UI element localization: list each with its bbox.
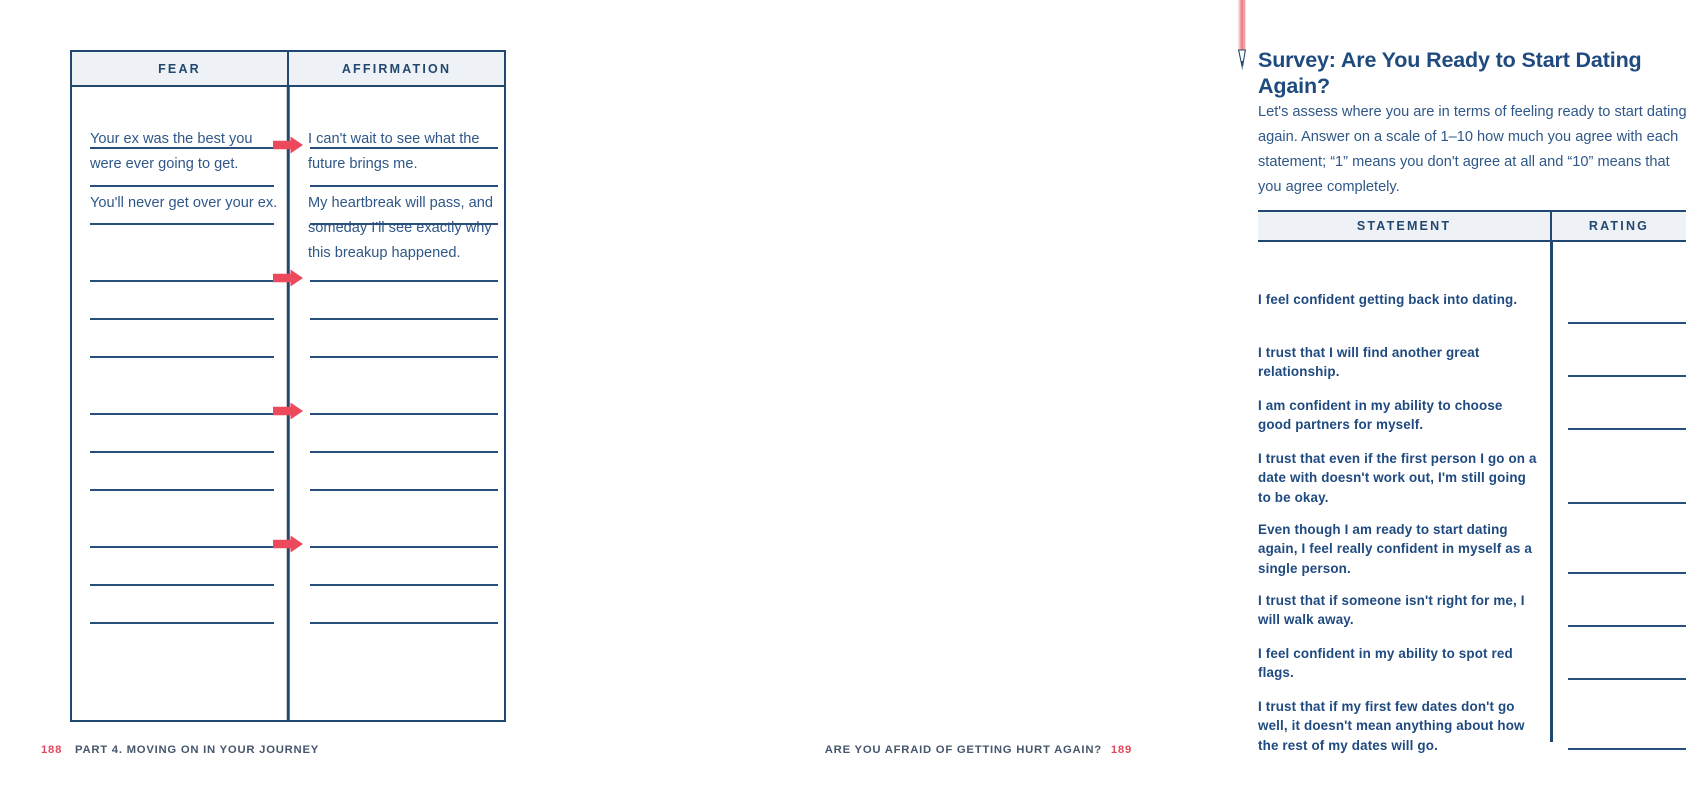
rating-input-line[interactable] <box>1568 428 1686 430</box>
rating-input-line[interactable] <box>1568 375 1686 377</box>
pencil-icon <box>1231 0 1253 76</box>
writing-line[interactable] <box>310 489 498 491</box>
example-affirmation-1: I can't wait to see what the future brings me. <box>308 131 480 172</box>
rating-input-line[interactable] <box>1568 625 1686 627</box>
survey-statement: I feel confident getting back into dating. <box>1258 292 1518 307</box>
writing-line[interactable] <box>90 546 274 548</box>
writing-line[interactable] <box>90 622 274 624</box>
fear-affirmation-table <box>70 50 506 722</box>
arrow-right-icon <box>273 536 303 553</box>
survey-statement: I trust that even if the first person I go on a date with doesn't work out, I'm still going to be okay. <box>1258 451 1537 505</box>
left-page <box>0 0 586 800</box>
writing-line[interactable] <box>310 147 498 149</box>
survey-table <box>1258 210 1686 753</box>
writing-line[interactable] <box>310 546 498 548</box>
survey-statement: I trust that if someone isn't right for me, I will walk away. <box>1258 593 1525 628</box>
survey-statement: I am confident in my ability to choose good partners for myself. <box>1258 398 1503 433</box>
rating-input-line[interactable] <box>1568 502 1686 504</box>
writing-line[interactable] <box>310 318 498 320</box>
survey-body <box>1258 242 1686 753</box>
survey-column-divider <box>1550 242 1553 742</box>
arrow-right-icon <box>273 137 303 154</box>
writing-line[interactable] <box>90 147 274 149</box>
footer-left <box>41 744 319 756</box>
example-fear-2: You'll never get over your ex. <box>90 195 278 211</box>
writing-line[interactable] <box>90 413 274 415</box>
writing-line[interactable] <box>310 584 498 586</box>
table-body <box>72 87 504 721</box>
writing-line[interactable] <box>310 185 498 187</box>
page-title: Survey: Are You Ready to Start Dating Again? <box>1258 48 1642 98</box>
writing-line[interactable] <box>90 318 274 320</box>
column-header-rating: RATING <box>1588 219 1650 233</box>
fear-column <box>72 87 288 721</box>
column-header-fear: FEAR <box>72 52 289 85</box>
writing-line[interactable] <box>90 356 274 358</box>
right-page <box>586 0 1687 800</box>
writing-line[interactable] <box>90 489 274 491</box>
writing-line[interactable] <box>90 280 274 282</box>
writing-line[interactable] <box>310 413 498 415</box>
footer-right <box>825 744 1132 756</box>
arrow-right-icon <box>273 270 303 287</box>
writing-line[interactable] <box>310 223 498 225</box>
writing-line[interactable] <box>90 223 274 225</box>
writing-line[interactable] <box>310 451 498 453</box>
survey-statement: Even though I am ready to start dating again, I feel really confident in myself as a single person. <box>1258 522 1532 576</box>
table-header-row <box>72 52 504 87</box>
page-number-left: 188 <box>41 744 63 756</box>
rating-input-line[interactable] <box>1568 572 1686 574</box>
arrow-right-icon <box>273 403 303 420</box>
writing-line[interactable] <box>310 622 498 624</box>
footer-section-label: MOVING ON IN YOUR JOURNEY <box>122 744 320 756</box>
rating-input-line[interactable] <box>1568 678 1686 680</box>
affirmation-column <box>288 87 504 721</box>
example-fear-1: Your ex was the best you were ever going to get. <box>90 131 253 172</box>
survey-header-row <box>1258 210 1686 242</box>
column-header-statement: STATEMENT <box>1258 212 1552 240</box>
page-number-right: 189 <box>1110 744 1132 756</box>
writing-line[interactable] <box>90 185 274 187</box>
writing-line[interactable] <box>90 451 274 453</box>
column-header-affirmation: AFFIRMATION <box>341 61 452 76</box>
footer-part-label: PART 4. <box>75 744 123 756</box>
survey-statement: I trust that I will find another great relationship. <box>1258 345 1480 380</box>
writing-line[interactable] <box>310 356 498 358</box>
survey-statement: I feel confident in my ability to spot red flags. <box>1258 646 1513 681</box>
intro-paragraph: Let's assess where you are in terms of feeling ready to start dating again. Answer on a scale of 1–10 how much you agree with each statement; “1” means you don't agree at all and “10” means that you agree completely. <box>1258 104 1687 195</box>
rating-input-line[interactable] <box>1568 322 1686 324</box>
writing-line[interactable] <box>90 584 274 586</box>
survey-statement: I trust that if my first few dates don't go well, it doesn't mean anything about how the rest of my dates will go. <box>1258 699 1525 753</box>
example-affirmation-2: My heartbreak will pass, and someday I'll see exactly why this breakup happened. <box>308 195 493 261</box>
writing-line[interactable] <box>310 280 498 282</box>
footer-chapter-label: ARE YOU AFRAID OF GETTING HURT AGAIN? <box>824 744 1102 756</box>
rating-input-line[interactable] <box>1568 748 1686 750</box>
